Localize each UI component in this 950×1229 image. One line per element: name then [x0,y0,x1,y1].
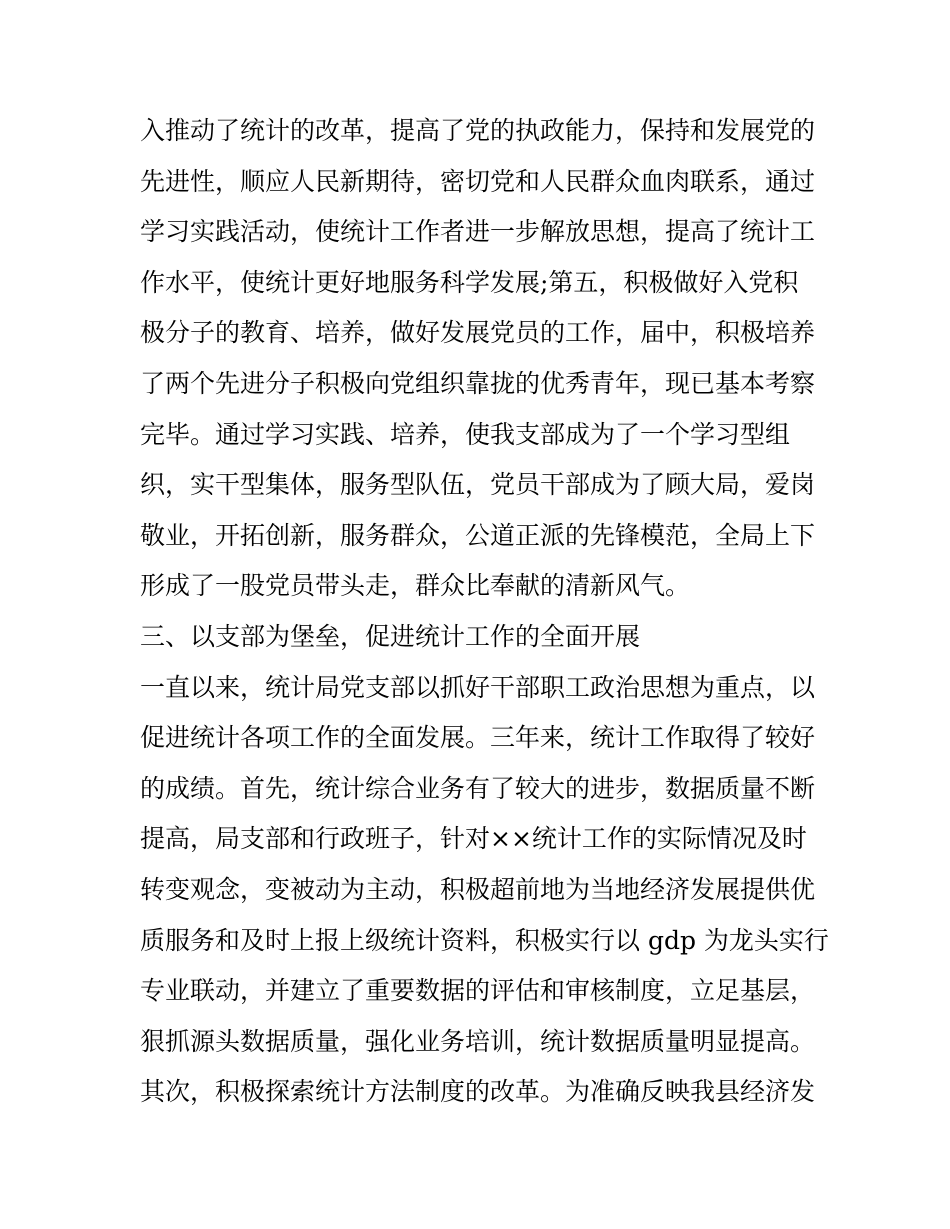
text-line: 转变观念，变被动为主动，积极超前地为当地经济发展提供优 [140,874,816,904]
text-line: 了两个先进分子积极向党组织靠拢的优秀青年，现已基本考察 [140,368,816,398]
text-line: 专业联动，并建立了重要数据的评估和审核制度，立足基层， [140,976,816,1006]
text-line: 入推动了统计的改革，提高了党的执政能力，保持和发展党的 [140,116,816,145]
text-line: 质服务和及时上报上级统计资料，积极实行以 gdp 为龙头实行 [140,925,829,955]
text-line: 一直以来，统计局党支部以抓好干部职工政治思想为重点，以 [140,672,816,702]
text-line: 学习实践活动，使统计工作者进一步解放思想，提高了统计工 [140,217,816,247]
text-line: 提高，局支部和行政班子，针对××统计工作的实际情况及时 [140,824,807,854]
text-line: 促进统计各项工作的全面发展。三年来，统计工作取得了较好 [140,723,816,753]
text-line: 其次，积极探索统计方法制度的改革。为准确反映我县经济发 [140,1077,816,1107]
body-text [140,106,830,1118]
text-line: 敬业，开拓创新，服务群众，公道正派的先锋模范，全局上下 [140,520,816,550]
text-line: 完毕。通过学习实践、培养，使我支部成为了一个学习型组 [140,419,791,449]
text-line: 织，实干型集体，服务型队伍，党员干部成为了顾大局，爱岗 [140,470,816,500]
section-heading: 三、以支部为堡垒，促进统计工作的全面开展 [140,621,641,651]
text-line: 的成绩。首先，统计综合业务有了较大的进步，数据质量不断 [140,773,816,803]
text-line: 狠抓源头数据质量，强化业务培训，统计数据质量明显提高。 [140,1026,816,1056]
text-line: 形成了一股党员带头走，群众比奉献的清新风气。 [140,571,691,601]
text-line: 作水平，使统计更好地服务科学发展;第五，积极做好入党积 [140,267,799,297]
text-line: 先进性，顺应人民新期待，密切党和人民群众血肉联系，通过 [140,166,816,196]
text-line: 极分子的教育、培养，做好发展党员的工作，届中，积极培养 [140,318,816,348]
